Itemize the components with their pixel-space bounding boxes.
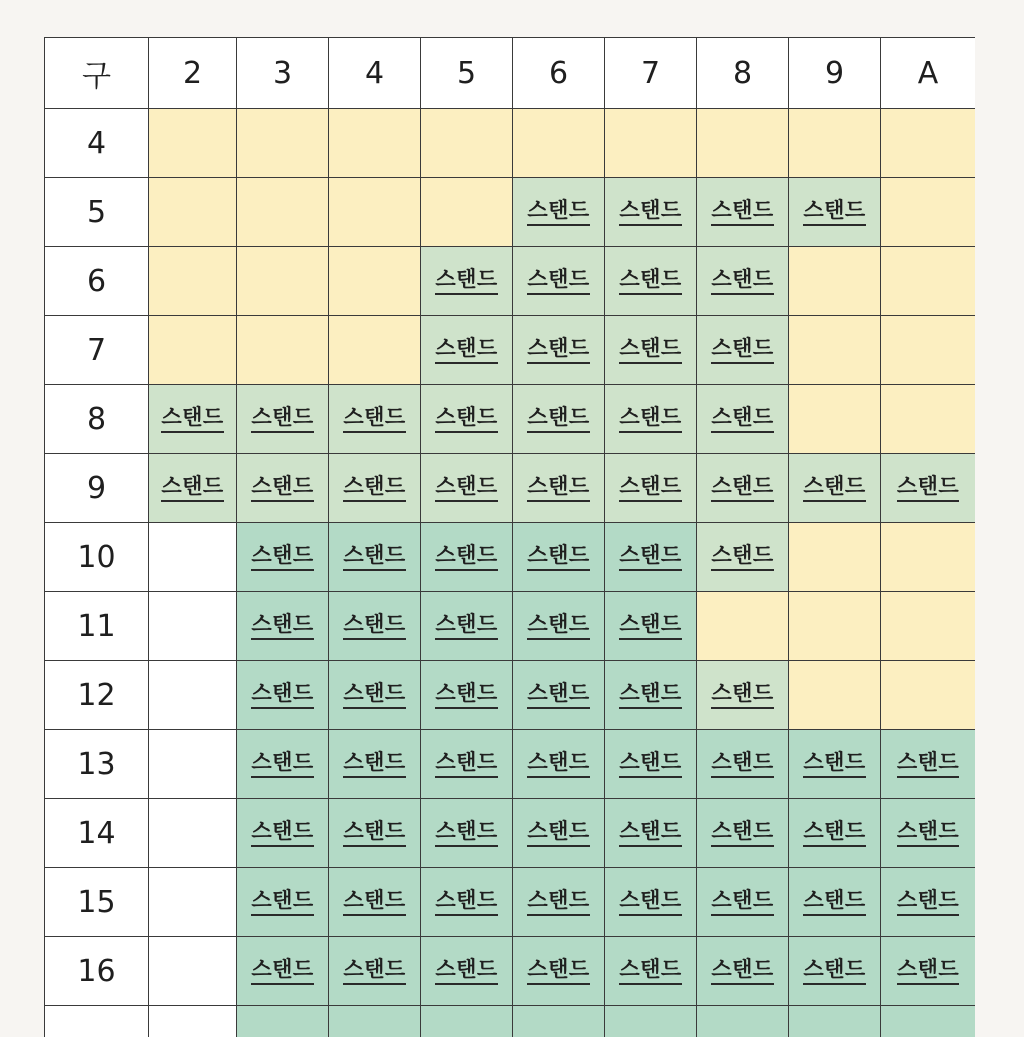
cell-label: 스탠드 [435, 957, 497, 984]
cell-label: 스탠드 [619, 474, 681, 501]
grid-cell [697, 868, 789, 937]
grid-cell [329, 1006, 421, 1037]
table-row [45, 937, 976, 1006]
grid-cell [329, 661, 421, 730]
row-header: 8 [45, 385, 149, 454]
grid-cell [789, 454, 881, 523]
cell-label: 스탠드 [803, 474, 865, 501]
grid-cell [421, 109, 513, 178]
table-row [45, 868, 976, 937]
cell-label: 스탠드 [619, 543, 681, 570]
grid-cell [881, 799, 976, 868]
grid-cell [513, 523, 605, 592]
cell-label: 스탠드 [619, 888, 681, 915]
cell-label: 스탠드 [527, 819, 589, 846]
row-header: 9 [45, 454, 149, 523]
grid-cell [697, 730, 789, 799]
cell-label: 스탠드 [711, 336, 773, 363]
grid-cell [513, 937, 605, 1006]
grid-cell [237, 868, 329, 937]
column-header: 6 [513, 38, 605, 109]
grid-cell [513, 178, 605, 247]
grid-cell [421, 247, 513, 316]
grid-cell [149, 523, 237, 592]
table-row [45, 247, 976, 316]
grid-cell [513, 661, 605, 730]
grid-cell [237, 1006, 329, 1037]
grid-cell [237, 730, 329, 799]
grid-cell [329, 592, 421, 661]
grid-cell [329, 937, 421, 1006]
table-row [45, 730, 976, 799]
grid-cell [329, 385, 421, 454]
grid-cell [789, 937, 881, 1006]
cell-label: 스탠드 [161, 474, 223, 501]
cell-label: 스탠드 [527, 198, 589, 225]
cell-label: 스탠드 [711, 681, 773, 708]
grid-cell [881, 385, 976, 454]
grid-cell [149, 109, 237, 178]
grid-cell [605, 730, 697, 799]
row-header: 7 [45, 316, 149, 385]
cell-label: 스탠드 [527, 681, 589, 708]
grid-cell [881, 868, 976, 937]
grid-cell [789, 868, 881, 937]
grid-cell [513, 316, 605, 385]
cell-label: 스탠드 [897, 750, 959, 777]
cell-label: 스탠드 [435, 681, 497, 708]
table-row [45, 316, 976, 385]
grid-cell [605, 385, 697, 454]
cell-label: 스탠드 [711, 405, 773, 432]
grid-cell [149, 661, 237, 730]
grid-cell [697, 385, 789, 454]
grid-cell [149, 385, 237, 454]
column-header: A [881, 38, 976, 109]
cell-label: 스탠드 [803, 750, 865, 777]
row-header [45, 1006, 149, 1037]
cell-label: 스탠드 [527, 957, 589, 984]
grid-cell [149, 592, 237, 661]
cell-label: 스탠드 [343, 612, 405, 639]
grid-cell [149, 868, 237, 937]
table-row [45, 523, 976, 592]
column-header: 4 [329, 38, 421, 109]
grid-cell [149, 937, 237, 1006]
cell-label: 스탠드 [343, 681, 405, 708]
grid-cell [881, 316, 976, 385]
cell-label: 스탠드 [251, 405, 313, 432]
grid-cell [605, 1006, 697, 1037]
grid-cell [421, 316, 513, 385]
grid-cell [421, 523, 513, 592]
row-header: 16 [45, 937, 149, 1006]
row-header: 12 [45, 661, 149, 730]
table-row [45, 1006, 976, 1037]
column-header: 8 [697, 38, 789, 109]
cell-label: 스탠드 [619, 819, 681, 846]
grid-cell [605, 592, 697, 661]
cell-label: 스탠드 [619, 336, 681, 363]
grid-cell [237, 661, 329, 730]
grid-cell [513, 247, 605, 316]
grid-cell [697, 1006, 789, 1037]
grid-cell [789, 385, 881, 454]
grid-cell [697, 316, 789, 385]
row-header: 10 [45, 523, 149, 592]
cell-label: 스탠드 [435, 888, 497, 915]
cell-label: 스탠드 [897, 957, 959, 984]
row-header: 13 [45, 730, 149, 799]
cell-label: 스탠드 [343, 957, 405, 984]
cell-label: 스탠드 [897, 474, 959, 501]
table-row [45, 385, 976, 454]
grid-cell [329, 454, 421, 523]
grid-cell [881, 178, 976, 247]
column-header: 2 [149, 38, 237, 109]
cell-label: 스탠드 [527, 888, 589, 915]
table-row [45, 799, 976, 868]
table-row [45, 454, 976, 523]
cell-label: 스탠드 [435, 267, 497, 294]
grid-cell [237, 385, 329, 454]
grid-cell [605, 247, 697, 316]
grid-cell [789, 178, 881, 247]
grid-cell [237, 247, 329, 316]
grid-cell [513, 109, 605, 178]
grid-cell [697, 247, 789, 316]
cell-label: 스탠드 [251, 819, 313, 846]
cell-label: 스탠드 [803, 957, 865, 984]
grid-cell [605, 454, 697, 523]
grid-cell [329, 178, 421, 247]
grid-cell [513, 454, 605, 523]
cell-label: 스탠드 [527, 543, 589, 570]
cell-label: 스탠드 [619, 681, 681, 708]
table-row [45, 592, 976, 661]
grid-cell [513, 730, 605, 799]
cell-label: 스탠드 [897, 888, 959, 915]
grid-cell [237, 592, 329, 661]
column-header: 7 [605, 38, 697, 109]
cell-label: 스탠드 [527, 474, 589, 501]
row-header: 5 [45, 178, 149, 247]
grid-cell [149, 178, 237, 247]
grid-cell [697, 799, 789, 868]
cell-label: 스탠드 [251, 888, 313, 915]
grid-cell [149, 247, 237, 316]
cell-label: 스탠드 [619, 957, 681, 984]
grid-cell [329, 730, 421, 799]
header-row [45, 38, 976, 109]
cell-label: 스탠드 [711, 474, 773, 501]
row-header: 6 [45, 247, 149, 316]
grid-cell [329, 868, 421, 937]
cell-label: 스탠드 [711, 819, 773, 846]
grid-cell [421, 592, 513, 661]
cell-label: 스탠드 [251, 750, 313, 777]
cell-label: 스탠드 [435, 336, 497, 363]
column-header: 3 [237, 38, 329, 109]
cell-label: 스탠드 [435, 474, 497, 501]
cell-label: 스탠드 [251, 543, 313, 570]
grid-cell [421, 178, 513, 247]
cell-label: 스탠드 [343, 750, 405, 777]
grid-cell [421, 385, 513, 454]
grid-cell [237, 316, 329, 385]
grid-cell [605, 316, 697, 385]
grid-cell [329, 523, 421, 592]
grid-cell [329, 247, 421, 316]
table-row [45, 109, 976, 178]
grid-cell [789, 109, 881, 178]
cell-label: 스탠드 [619, 267, 681, 294]
grid-body [45, 109, 976, 1037]
strategy-table [44, 37, 975, 1037]
grid-cell [237, 937, 329, 1006]
cell-label: 스탠드 [435, 750, 497, 777]
grid-cell [697, 178, 789, 247]
row-header: 15 [45, 868, 149, 937]
cell-label: 스탠드 [803, 198, 865, 225]
grid-cell [789, 316, 881, 385]
grid-cell [789, 523, 881, 592]
cell-label: 스탠드 [619, 750, 681, 777]
column-header: 5 [421, 38, 513, 109]
grid-cell [605, 937, 697, 1006]
grid-cell [237, 523, 329, 592]
cell-label: 스탠드 [251, 474, 313, 501]
grid-cell [697, 937, 789, 1006]
grid-cell [421, 661, 513, 730]
cell-label: 스탠드 [251, 957, 313, 984]
grid-cell [881, 592, 976, 661]
grid-cell [789, 1006, 881, 1037]
grid-cell [605, 523, 697, 592]
cell-label: 스탠드 [803, 819, 865, 846]
grid-cell [881, 454, 976, 523]
cell-label: 스탠드 [343, 543, 405, 570]
cell-label: 스탠드 [343, 888, 405, 915]
cell-label: 스탠드 [435, 543, 497, 570]
grid-cell [881, 109, 976, 178]
grid-cell [513, 799, 605, 868]
cell-label: 스탠드 [435, 612, 497, 639]
cell-label: 스탠드 [619, 198, 681, 225]
grid-cell [881, 523, 976, 592]
grid-cell [149, 1006, 237, 1037]
grid-cell [329, 109, 421, 178]
cell-label: 스탠드 [527, 267, 589, 294]
cell-label: 스탠드 [711, 888, 773, 915]
cell-label: 스탠드 [619, 612, 681, 639]
grid-cell [237, 178, 329, 247]
grid-cell [605, 109, 697, 178]
grid-cell [789, 247, 881, 316]
grid-cell [513, 385, 605, 454]
cell-label: 스탠드 [343, 405, 405, 432]
corner-header: 구 [45, 38, 149, 109]
cell-label: 스탠드 [435, 405, 497, 432]
cell-label: 스탠드 [251, 681, 313, 708]
grid-cell [513, 592, 605, 661]
cell-label: 스탠드 [803, 888, 865, 915]
cell-label: 스탠드 [435, 819, 497, 846]
cell-label: 스탠드 [527, 405, 589, 432]
cell-label: 스탠드 [527, 336, 589, 363]
grid-cell [697, 109, 789, 178]
grid-cell [789, 799, 881, 868]
grid-cell [329, 799, 421, 868]
grid-cell [881, 730, 976, 799]
grid-cell [605, 661, 697, 730]
grid-cell [421, 454, 513, 523]
cell-label: 스탠드 [343, 474, 405, 501]
cell-label: 스탠드 [619, 405, 681, 432]
table-row [45, 661, 976, 730]
strategy-grid [44, 37, 975, 1037]
row-header: 11 [45, 592, 149, 661]
cell-label: 스탠드 [897, 819, 959, 846]
grid-cell [421, 868, 513, 937]
cell-label: 스탠드 [527, 750, 589, 777]
grid-cell [697, 661, 789, 730]
cell-label: 스탠드 [711, 267, 773, 294]
table-row [45, 178, 976, 247]
cell-label: 스탠드 [711, 750, 773, 777]
grid-cell [149, 454, 237, 523]
grid-cell [605, 868, 697, 937]
grid-cell [605, 178, 697, 247]
cell-label: 스탠드 [711, 543, 773, 570]
grid-cell [149, 316, 237, 385]
cell-label: 스탠드 [343, 819, 405, 846]
grid-cell [881, 1006, 976, 1037]
row-header: 14 [45, 799, 149, 868]
row-header: 4 [45, 109, 149, 178]
cell-label: 스탠드 [711, 198, 773, 225]
grid-cell [881, 937, 976, 1006]
grid-cell [421, 799, 513, 868]
grid-cell [605, 799, 697, 868]
grid-cell [513, 1006, 605, 1037]
grid-cell [237, 454, 329, 523]
cell-label: 스탠드 [711, 957, 773, 984]
grid-cell [421, 730, 513, 799]
cell-label: 스탠드 [251, 612, 313, 639]
grid-cell [881, 661, 976, 730]
grid-cell [149, 730, 237, 799]
grid-cell [421, 937, 513, 1006]
cell-label: 스탠드 [527, 612, 589, 639]
grid-cell [789, 661, 881, 730]
grid-cell [237, 109, 329, 178]
grid-cell [513, 868, 605, 937]
cell-label: 스탠드 [161, 405, 223, 432]
grid-cell [237, 799, 329, 868]
grid-cell [149, 799, 237, 868]
grid-cell [881, 247, 976, 316]
grid-cell [697, 523, 789, 592]
grid-cell [329, 316, 421, 385]
column-header: 9 [789, 38, 881, 109]
grid-cell [697, 454, 789, 523]
grid-cell [789, 592, 881, 661]
grid-cell [789, 730, 881, 799]
grid-cell [697, 592, 789, 661]
grid-cell [421, 1006, 513, 1037]
